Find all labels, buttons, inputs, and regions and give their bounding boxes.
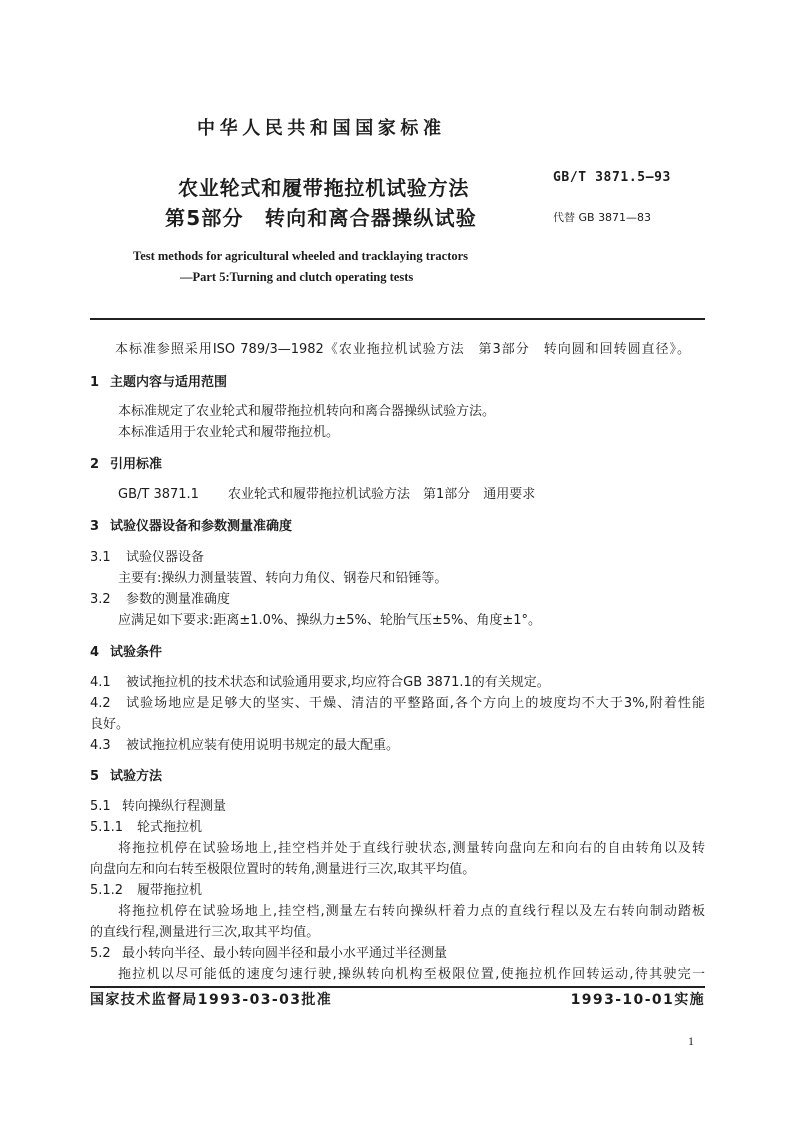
clause-5-2-number: 5.2 (90, 946, 111, 961)
section-5-number: 5 (90, 769, 100, 784)
english-title-line-2: —Part 5:Turning and clutch operating tests (180, 270, 414, 284)
clause-3-2-text: 应满足如下要求:距离±1.0%、操纵力±5%、轮胎气压±5%、角度±1°。 (118, 613, 541, 628)
standard-code: GB/T 3871.5—93 (553, 170, 671, 185)
section-3-heading: 试验仪器设备和参数测量准确度 (110, 519, 293, 534)
footer-divider (90, 986, 705, 988)
clause-5-1-1-line-1: 将拖拉机停在试验场地上,挂空档并处于直线行驶状态,测量转向盘向左和向右的自由转角以及转 (118, 841, 705, 856)
clause-4-1-number: 4.1 (90, 675, 111, 690)
clause-3-2-title: 参数的测量准确度 (126, 592, 231, 607)
section-5-heading: 试验方法 (110, 769, 163, 784)
clause-5-2-title: 最小转向半径、最小转向圆半径和最小水平通过半径测量 (122, 946, 448, 961)
clause-5-1-title: 转向操纵行程测量 (122, 799, 227, 814)
clause-5-1-2-title: 履带拖拉机 (137, 883, 203, 898)
section-1-heading: 主题内容与适用范围 (110, 375, 228, 390)
standard-org-header: 中华人民共和国国家标准 (197, 118, 446, 139)
clause-3-1-title: 试验仪器设备 (126, 550, 205, 565)
clause-5-1-2-line-1: 将拖拉机停在试验场地上,挂空档,测量左右转向操纵杆着力点的直线行程以及左右转向制动踏板 (118, 904, 705, 919)
clause-5-1-number: 5.1 (90, 799, 111, 814)
section-3-number: 3 (90, 519, 100, 534)
clause-3-2-number: 3.2 (90, 592, 111, 607)
section-1-paragraph-1: 本标准规定了农业轮式和履带拖拉机转向和离合器操纵试验方法。 (118, 404, 496, 419)
section-4-heading: 试验条件 (110, 645, 163, 660)
clause-5-2-line-1: 拖拉机以尽可能低的速度匀速行驶,操纵转向机构至极限位置,使拖拉机作回转运动,待其驶完一 (118, 967, 705, 982)
clause-4-3-text: 被试拖拉机应装有使用说明书规定的最大配重。 (126, 738, 400, 753)
clause-3-1-text: 主要有:操纵力测量装置、转向力角仪、钢卷尺和铅锤等。 (118, 571, 448, 586)
clause-5-1-2-number: 5.1.2 (90, 883, 124, 898)
intro-paragraph: 本标准参照采用ISO 789/3—1982《农业拖拉机试验方法 第3部分 转向圆和回转圆直径》。 (115, 342, 690, 357)
clause-5-1-2-line-2: 的直线行程,测量进行三次,取其平均值。 (90, 925, 320, 940)
section-2-number: 2 (90, 457, 100, 472)
clause-4-2-number: 4.2 (90, 696, 111, 711)
section-4-number: 4 (90, 645, 100, 660)
title-line-1: 农业轮式和履带拖拉机试验方法 (178, 176, 470, 200)
title-line-2: 第5部分 转向和离合器操纵试验 (165, 206, 477, 230)
effective-date: 1993-10-01实施 (570, 992, 705, 1008)
clause-5-1-1-title: 轮式拖拉机 (137, 820, 203, 835)
clause-4-3-number: 4.3 (90, 738, 111, 753)
clause-3-1-number: 3.1 (90, 550, 111, 565)
clause-5-1-1-number: 5.1.1 (90, 820, 124, 835)
section-1-paragraph-2: 本标准适用于农业轮式和履带拖拉机。 (118, 425, 340, 440)
section-2-heading: 引用标准 (110, 457, 163, 472)
reference-code: GB/T 3871.1 (118, 487, 199, 502)
page-number: 1 (688, 1034, 694, 1048)
english-title-line-1: Test methods for agricultural wheeled and tracklaying tractors (133, 249, 469, 263)
reference-title: 农业轮式和履带拖拉机试验方法 第1部分 通用要求 (228, 487, 536, 502)
clause-4-2-line-2: 良好。 (90, 717, 130, 732)
replaces-standard: 代替 GB 3871—83 (553, 211, 652, 224)
clause-5-1-1-line-2: 向盘向左和向右转至极限位置时的转角,测量进行三次,取其平均值。 (90, 862, 476, 877)
clause-4-2-line-1: 试验场地应是足够大的坚实、干燥、清洁的平整路面,各个方向上的坡度均不大于3%,附着性能 (126, 696, 705, 711)
section-1-number: 1 (90, 375, 100, 390)
approval-date: 国家技术监督局1993-03-03批准 (90, 992, 333, 1008)
header-divider (90, 318, 705, 320)
clause-4-1-text: 被试拖拉机的技术状态和试验通用要求,均应符合GB 3871.1的有关规定。 (126, 675, 550, 690)
